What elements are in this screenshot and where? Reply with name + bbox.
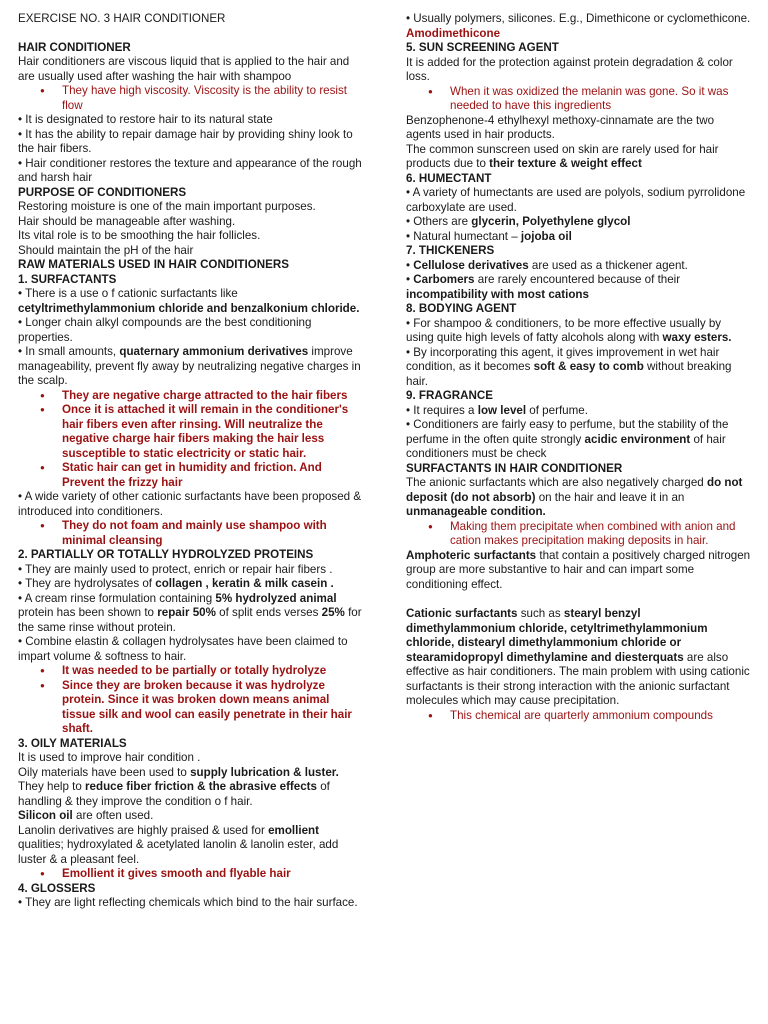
text-run-bold: stearyl benzyl dimethylammonium chloride, cetyltrimethylammonium chloride, distearyl dimethylammonium chloride or stearamidopropyl dimethylamine and diesterquats (406, 607, 708, 664)
humectant-heading: 6. HUMECTANT (406, 171, 492, 185)
text-run: without breaking hair. (406, 360, 732, 388)
text-run: are often used. (76, 809, 154, 822)
paragraph: • A variety of humectants are used are polyols, sodium pyrrolidone carboxylate are used. (406, 186, 746, 214)
bullet-list (18, 519, 364, 548)
text-run: • For shampoo & conditioners, to be more effective usually by using quite high levels of fatty alcohols along with (406, 316, 722, 344)
text-run: • A cream rinse formulation containing (18, 591, 213, 605)
spacer (406, 592, 751, 607)
hair-conditioner-heading: HAIR CONDITIONER (18, 40, 131, 54)
bullet-note: ● Since they are broken because it was hydrolyze protein. Since it was broken down means animal tissue silk and wool can easily penetrate in their hair shaft. (62, 679, 364, 737)
text-run: are rarely encountered because of their (477, 273, 681, 286)
text-run: They help to (18, 780, 82, 793)
text-run-bold: incompatibility with most cations (406, 287, 589, 301)
text-run-bold: waxy esters. (662, 331, 732, 344)
text-run: • (406, 273, 411, 286)
paragraph: • Combine elastin & collagen hydrolysates have been claimed to impart volume & softness to hair. (18, 635, 348, 663)
raw-materials-heading: RAW MATERIALS USED IN HAIR CONDITIONERS (18, 258, 289, 271)
paragraph (406, 346, 751, 390)
text-run-bold: supply lubrication & luster. (190, 765, 339, 779)
text-run-bold: glycerin, Polyethylene glycol (471, 215, 631, 228)
surfactants-in-conditioner-heading: SURFACTANTS IN HAIR CONDITIONER (406, 461, 623, 475)
paragraph: Benzophenone-4 ethylhexyl methoxy-cinnamate are the two agents used in hair products. (406, 113, 715, 141)
text-run: • They are hydrolysates of (18, 577, 153, 590)
oily-materials-heading: 3. OILY MATERIALS (18, 736, 127, 750)
paragraph: It is added for the protection against protein degradation & color loss. (406, 55, 733, 83)
text-run: The common sunscreen used on skin are rarely used for hair products due to (406, 142, 719, 170)
text-run: Oily materials have been used to (18, 765, 187, 779)
paragraph: • It is designated to restore hair to its natural state (18, 113, 273, 126)
text-run-bold: Silicon oil (18, 809, 73, 822)
paragraph (18, 592, 364, 636)
text-run-bold: acidic environment (584, 432, 691, 446)
paragraph: Hair should be manageable after washing. (18, 214, 236, 228)
paragraph: Its vital role is to be smoothing the hair follicles. (18, 229, 261, 242)
text-run: qualities; hydroxylated & acetylated lanolin & lanolin ester, add luster & a pleasant feel. (18, 838, 339, 866)
text-run-bold: repair 50% (157, 606, 216, 619)
bullet-list (18, 664, 364, 737)
bullet-list (406, 709, 751, 724)
right-column (406, 12, 751, 723)
text-run: • Natural humectant – (406, 229, 518, 243)
text-run: of hair conditioners must be check (406, 432, 726, 460)
fragrance-heading: 9. FRAGRANCE (406, 389, 493, 402)
paragraph (406, 418, 751, 462)
paragraph (18, 345, 364, 389)
bullet-note: ● This chemical are quarterly ammonium compounds (450, 709, 751, 724)
text-run: • In small amounts, (18, 345, 117, 358)
text-run: • It requires a (406, 403, 475, 417)
bullet-note: ● They are negative charge attracted to the hair fibers (62, 389, 364, 404)
thickeners-heading: 7. THICKENERS (406, 244, 495, 257)
paragraph (406, 215, 751, 230)
paragraph (406, 273, 751, 302)
bullet-note: ● Emollient it gives smooth and flyable hair (62, 867, 364, 882)
text-run: protein has been shown to (18, 606, 155, 619)
paragraph: • A wide variety of other cationic surfactants have been proposed & introduced into conditioners. (18, 490, 362, 518)
text-run: on the hair and leave it in an (538, 490, 685, 504)
paragraph (18, 287, 364, 316)
paragraph: • Hair conditioner restores the texture and appearance of the rough and harsh hair (18, 156, 362, 184)
sun-screening-heading: 5. SUN SCREENING AGENT (406, 41, 559, 54)
text-run: improve manageability, prevent fly away by neutralizing negative charges in the scalp. (18, 345, 361, 387)
bullet-note: ● Once it is attached it will remain in the conditioner's hair fibers even after rinsing. Will neutralize the negative charge hair fibers making the hair less susceptible to static electricity or static hair. (62, 403, 364, 461)
bullet-note: ● They do not foam and mainly use shampoo with minimal cleansing (62, 519, 364, 548)
text-run-bold: quaternary ammonium derivatives (119, 345, 309, 358)
paragraph (18, 780, 364, 809)
text-run: for the same rinse without protein. (18, 606, 362, 634)
glossers-heading: 4. GLOSSERS (18, 881, 96, 895)
paragraph (406, 259, 751, 274)
bullet-note: ● It was needed to be partially or totally hydrolyze (62, 664, 364, 679)
text-run: • Usually polymers, silicones. E.g., Dimethicone or cyclomethicone. (406, 12, 751, 25)
paragraph: • They are light reflecting chemicals which bind to the hair surface. (18, 896, 358, 909)
text-run: that contain a positively charged nitrogen group are more substantive to hair and can impart some conditioning effect. (406, 548, 751, 591)
left-column (18, 12, 364, 911)
text-run-highlight: Amodimethicone (406, 26, 501, 40)
paragraph (406, 12, 751, 41)
bullet-note: ● They have high viscosity. Viscosity is the ability to resist flow (62, 84, 364, 113)
text-run: • (406, 258, 411, 272)
surfactants-heading: 1. SURFACTANTS (18, 272, 117, 286)
paragraph (18, 824, 364, 868)
paragraph (406, 230, 751, 245)
text-run: • Conditioners are fairly easy to perfume, but the stability of the perfume in the often quite strongly (406, 418, 729, 446)
text-run-bold: Amphoteric surfactants (406, 548, 537, 562)
paragraph (406, 476, 751, 520)
text-run: The anionic surfactants which are also negatively charged (406, 476, 704, 489)
bullet-note: ● Making them precipitate when combined with anion and cation makes precipitation making deposits in hair. (450, 520, 751, 549)
text-run-bold: 5% hydrolyzed animal (215, 591, 337, 605)
paragraph (406, 143, 751, 172)
paragraph: • It has the ability to repair damage hair by providing shiny look to the hair fibers. (18, 127, 353, 155)
paragraph (18, 766, 364, 781)
bullet-list (18, 389, 364, 491)
text-run-bold: Cellulose derivatives (413, 258, 529, 272)
bullet-list (406, 520, 751, 549)
paragraph (406, 607, 751, 709)
document-title: EXERCISE NO. 3 HAIR CONDITIONER (18, 12, 226, 25)
text-run: Lanolin derivatives are highly praised & used for (18, 823, 265, 837)
text-run: of split ends verses (219, 606, 319, 619)
bullet-list (18, 867, 364, 882)
paragraph (406, 549, 751, 593)
text-run-bold: Carbomers (413, 273, 475, 286)
bullet-note: ● When it was oxidized the melanin was gone. So it was needed to have this ingredients (450, 85, 751, 114)
bullet-list (406, 85, 751, 114)
text-run-bold: low level (477, 403, 527, 417)
paragraph (406, 317, 751, 346)
text-run: of perfume. (529, 403, 588, 417)
text-run-bold: cetyltrimethylammonium chloride and benzalkonium chloride. (18, 301, 360, 315)
text-run: such as (520, 607, 561, 620)
bodying-agent-heading: 8. BODYING AGENT (406, 302, 517, 315)
text-run-bold: soft & easy to comb (533, 360, 644, 373)
paragraph (18, 809, 364, 824)
text-run-bold: unmanageable condition. (406, 505, 546, 518)
text-run: of handling & they improve the condition o f hair. (18, 780, 330, 808)
text-run: are also effective as hair conditioners. The main problem with using cationic surfactants is their strong interaction with the anionic surfactant molecules which may cause precipitation. (406, 650, 750, 707)
text-run: • There is a use o f cationic surfactants like (18, 287, 238, 300)
bullet-note: ● Static hair can get in humidity and friction. And Prevent the frizzy hair (62, 461, 364, 490)
paragraph: Should maintain the pH of the hair (18, 243, 194, 257)
paragraph: It is used to improve hair condition . (18, 751, 201, 764)
text-run: are used as a thickener agent. (531, 258, 688, 272)
paragraph: • Longer chain alkyl compounds are the best conditioning properties. (18, 316, 312, 344)
proteins-heading: 2. PARTIALLY OR TOTALLY HYDROLYZED PROTEINS (18, 548, 314, 561)
text-run-bold: collagen , keratin & milk casein . (155, 577, 334, 590)
text-run-bold: jojoba oil (520, 229, 572, 243)
text-run: • Others are (406, 215, 469, 228)
paragraph: • They are mainly used to protect, enrich or repair hair fibers . (18, 562, 333, 576)
text-run-bold: Cationic surfactants (406, 607, 518, 620)
text-run-bold: do not deposit (do not absorb) (406, 476, 743, 504)
text-run: • By incorporating this agent, it gives improvement in wet hair condition, as it becomes (406, 345, 720, 373)
bullet-list (18, 84, 364, 113)
paragraph: Hair conditioners are viscous liquid that is applied to the hair and are usually used after washing the hair with shampoo (18, 55, 350, 83)
paragraph: Restoring moisture is one of the main important purposes. (18, 200, 316, 213)
paragraph (406, 404, 751, 419)
paragraph (18, 577, 364, 592)
text-run-bold: reduce fiber friction & the abrasive effects (85, 780, 317, 793)
text-run-bold: their texture & weight effect (489, 157, 642, 170)
purpose-heading: PURPOSE OF CONDITIONERS (18, 185, 187, 199)
text-run-bold: 25% (321, 606, 345, 619)
text-run-bold: emollient (268, 823, 319, 837)
